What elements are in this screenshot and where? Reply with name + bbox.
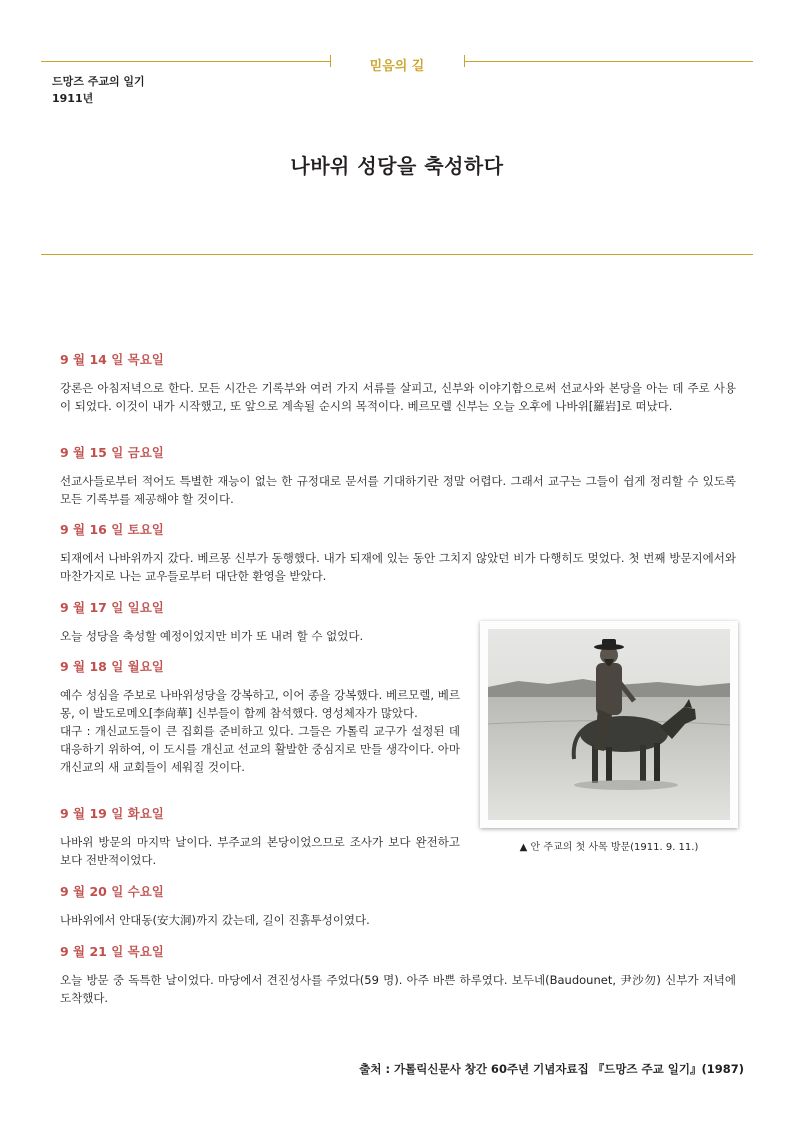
- entry-paragraph: 오늘 성당을 축성할 예정이었지만 비가 또 내려 할 수 없었다.: [60, 629, 364, 643]
- entry-paragraph: 대구 : 개신교도들이 큰 집회를 준비하고 있다. 그들은 가톨릭 교구가 설정된 데 대응하기 위하여, 이 도시를 개신교 선교의 활발한 중심지로 만들 생각이다. 아마 개신교의 새 교회들이 세워질 것이다.: [60, 724, 460, 774]
- entry-body: [60, 911, 736, 929]
- diary-entry: [60, 520, 736, 585]
- entry-date: 9 월 21 일 목요일: [60, 944, 164, 959]
- series-year: 1911년: [52, 92, 94, 105]
- entry-paragraph: 선교사들로부터 적어도 특별한 재능이 없는 한 규정대로 문서를 기대하기란 정말 어렵다. 그래서 교구는 그들이 쉽게 정리할 수 있도록 모든 기록부를 제공해야 할 것이다.: [60, 474, 736, 506]
- header-rule-right: [464, 61, 753, 62]
- page-title: 나바위 성당을 축성하다: [290, 154, 504, 178]
- diary-entry: [60, 882, 736, 929]
- entry-paragraph: 강론은 아침저녁으로 한다. 모든 시간은 기록부와 여러 가지 서류를 살피고, 신부와 이야기함으로써 선교사와 본당을 아는 데 주로 사용이 되었다. 이것이 내가 시작했고, 또 앞으로 계속될 순시의 목적이다. 베르모렐 신부는 오늘 오후에 나바위[羅岩]로 떠났다.: [60, 381, 736, 413]
- entry-paragraph: 나바위에서 안대동(安大洞)까지 갔는데, 길이 진흙투성이였다.: [60, 913, 370, 927]
- diary-entry: [60, 350, 736, 415]
- title-divider: [41, 254, 753, 255]
- entry-paragraph: 예수 성심을 주보로 나바위성당을 강복하고, 이어 종을 강복했다. 베르모렐, 베르몽, 이 발도로메오[李尙華] 신부들이 함께 참석했다. 영성체자가 많았다.: [60, 688, 460, 720]
- entry-date: 9 월 18 일 월요일: [60, 659, 164, 674]
- bishop-horseback-photo: [480, 621, 738, 828]
- entry-body: [60, 549, 736, 585]
- entry-date: 9 월 16 일 토요일: [60, 522, 164, 537]
- entry-date: 9 월 19 일 화요일: [60, 806, 164, 821]
- entry-body: [60, 971, 736, 1007]
- entry-date: 9 월 17 일 일요일: [60, 600, 164, 615]
- photo-illustration: [488, 629, 730, 820]
- diary-entry: [60, 657, 460, 776]
- entry-paragraph: 되재에서 나바위까지 갔다. 베르몽 신부가 동행했다. 내가 되재에 있는 동안 그치지 않았던 비가 다행히도 멎었다. 첫 번째 방문지에서와 마찬가지로 나는 교우들로부터 대단한 환영을 받았다.: [60, 551, 736, 583]
- section-tag: 믿음의 길: [369, 59, 425, 74]
- series-title: 드망즈 주교의 일기: [52, 75, 145, 88]
- entry-body: [60, 686, 460, 776]
- photo-caption: ▲ 안 주교의 첫 사목 방문(1911. 9. 11.): [519, 842, 699, 853]
- diary-entry: [60, 598, 460, 645]
- diary-entry: [60, 942, 736, 1007]
- entry-date: 9 월 20 일 수요일: [60, 884, 164, 899]
- entry-paragraph: 오늘 방문 중 독특한 날이었다. 마당에서 견진성사를 주었다(59 명). 아주 바쁜 하루였다. 보두네(Baudounet, 尹沙勿) 신부가 저녁에 도착했다.: [60, 973, 736, 1005]
- entry-date: 9 월 14 일 목요일: [60, 352, 164, 367]
- entry-paragraph: 나바위 방문의 마지막 날이다. 부주교의 본당이었으므로 조사가 보다 완전하고 보다 전반적이었다.: [60, 835, 460, 867]
- entry-body: [60, 472, 736, 508]
- entry-body: [60, 833, 460, 869]
- entry-body: [60, 627, 460, 645]
- header-rule-left: [41, 61, 330, 62]
- entry-body: [60, 379, 736, 415]
- entry-date: 9 월 15 일 금요일: [60, 445, 164, 460]
- diary-entry: [60, 443, 736, 508]
- header-rule-left-tick: [330, 55, 331, 67]
- source-citation: 출처 : 가톨릭신문사 창간 60주년 기념자료집 『드망즈 주교 일기』(1987): [359, 1062, 744, 1076]
- diary-entry: [60, 804, 460, 869]
